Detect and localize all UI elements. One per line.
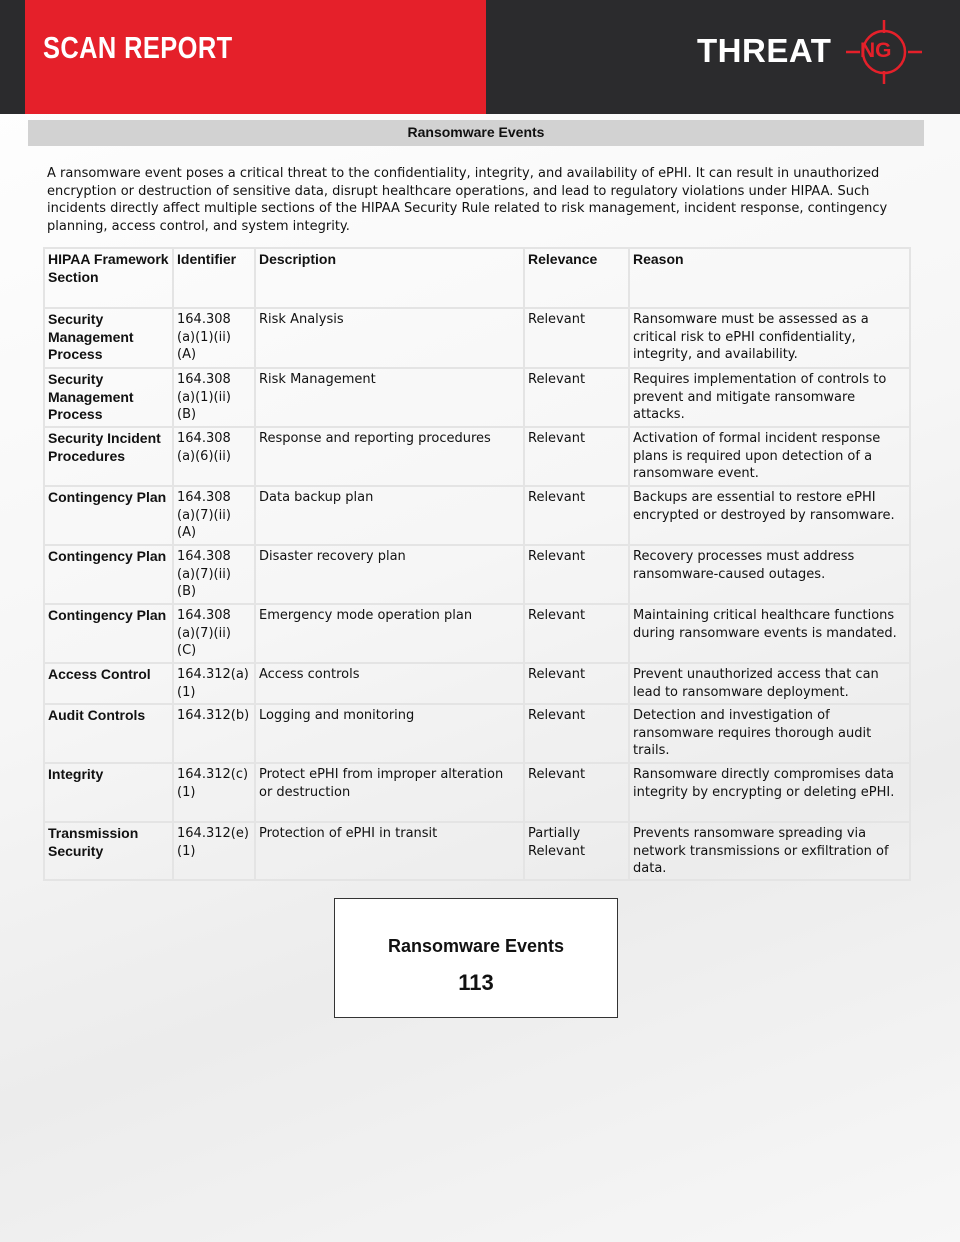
report-title: SCAN REPORT: [43, 30, 233, 65]
section-title: Ransomware Events: [28, 120, 924, 146]
relevance-cell: Partially Relevant: [524, 822, 629, 880]
section-cell: Transmission Security: [44, 822, 173, 880]
relevance-cell: Relevant: [524, 486, 629, 545]
description-cell: Access controls: [255, 663, 524, 704]
description-cell: Data backup plan: [255, 486, 524, 545]
description-cell: Protection of ePHI in transit: [255, 822, 524, 880]
identifier-cell: 164.308 (a)(7)(ii) (C): [173, 604, 255, 663]
threatng-logo: [697, 24, 937, 80]
summary-count: 113: [458, 970, 494, 995]
table-header-row: [44, 248, 910, 308]
section-intro: A ransomware event poses a critical threat to the confidentiality, integrity, and availability of ePHI. It can result in unauthorized encryption or destruction of sensitive data, disrupt healthcare operations, and lead to regulatory violations under HIPAA. Such incidents directly affect multiple sections of the HIPAA Security Rule related to risk management, incident response, contingency planning, access control, and system integrity.: [47, 166, 888, 234]
identifier-cell: 164.312(b): [173, 704, 255, 763]
table-row: [44, 308, 910, 368]
summary-label: Ransomware Events: [387, 936, 565, 956]
summary-box: [334, 898, 618, 1018]
relevance-cell: Relevant: [524, 368, 629, 427]
table-row: [44, 763, 910, 822]
column-header: Relevance: [524, 248, 629, 308]
table-row: [44, 704, 910, 763]
column-header: Description: [255, 248, 524, 308]
description-cell: Risk Management: [255, 368, 524, 427]
identifier-cell: 164.308 (a)(6)(ii): [173, 427, 255, 486]
identifier-cell: 164.308 (a)(1)(ii) (A): [173, 308, 255, 368]
reason-cell: Maintaining critical healthcare functions during ransomware events is mandated.: [629, 604, 910, 663]
section-cell: Contingency Plan: [44, 486, 173, 545]
column-header: Reason: [629, 248, 910, 308]
description-cell: Logging and monitoring: [255, 704, 524, 763]
table-row: [44, 663, 910, 704]
reason-cell: Ransomware must be assessed as a critical risk to ePHI confidentiality, integrity, and availability.: [629, 308, 910, 368]
identifier-cell: 164.312(e) (1): [173, 822, 255, 880]
reason-cell: Recovery processes must address ransomware-caused outages.: [629, 545, 910, 604]
reason-cell: Backups are essential to restore ePHI encrypted or destroyed by ransomware.: [629, 486, 910, 545]
reason-cell: Prevents ransomware spreading via network transmissions or exfiltration of data.: [629, 822, 910, 880]
section-cell: Access Control: [44, 663, 173, 704]
relevance-cell: Relevant: [524, 604, 629, 663]
table-row: [44, 545, 910, 604]
report-header: [0, 0, 960, 114]
identifier-cell: 164.308 (a)(7)(ii) (A): [173, 486, 255, 545]
section-cell: Audit Controls: [44, 704, 173, 763]
section-cell: Security Management Process: [44, 308, 173, 368]
relevance-cell: Relevant: [524, 763, 629, 822]
relevance-cell: Relevant: [524, 545, 629, 604]
section-cell: Contingency Plan: [44, 604, 173, 663]
section-cell: Security Incident Procedures: [44, 427, 173, 486]
identifier-cell: 164.312(c) (1): [173, 763, 255, 822]
description-cell: Emergency mode operation plan: [255, 604, 524, 663]
reason-cell: Activation of formal incident response plans is required upon detection of a ransomware event.: [629, 427, 910, 486]
section-cell: Contingency Plan: [44, 545, 173, 604]
description-cell: Response and reporting procedures: [255, 427, 524, 486]
reason-cell: Ransomware directly compromises data integrity by encrypting or deleting ePHI.: [629, 763, 910, 822]
identifier-cell: 164.308 (a)(7)(ii) (B): [173, 545, 255, 604]
column-header: Identifier: [173, 248, 255, 308]
identifier-cell: 164.312(a) (1): [173, 663, 255, 704]
relevance-cell: Relevant: [524, 427, 629, 486]
description-cell: Protect ePHI from improper alteration or destruction: [255, 763, 524, 822]
hipaa-table: [43, 247, 911, 881]
description-cell: Disaster recovery plan: [255, 545, 524, 604]
reason-cell: Prevent unauthorized access that can lead to ransomware deployment.: [629, 663, 910, 704]
section-cell: Security Management Process: [44, 368, 173, 427]
column-header: HIPAA Framework Section: [44, 248, 173, 308]
reason-cell: Requires implementation of controls to prevent and mitigate ransomware attacks.: [629, 368, 910, 427]
report-title-band: [25, 0, 486, 114]
table-row: [44, 822, 910, 880]
table-row: [44, 604, 910, 663]
logo-wordmark: THREAT: [697, 32, 832, 69]
section-cell: Integrity: [44, 763, 173, 822]
description-cell: Risk Analysis: [255, 308, 524, 368]
relevance-cell: Relevant: [524, 308, 629, 368]
reason-cell: Detection and investigation of ransomware requires thorough audit trails.: [629, 704, 910, 763]
table-row: [44, 368, 910, 427]
logo-suffix: NG: [860, 39, 892, 62]
relevance-cell: Relevant: [524, 663, 629, 704]
table-row: [44, 486, 910, 545]
relevance-cell: Relevant: [524, 704, 629, 763]
identifier-cell: 164.308 (a)(1)(ii) (B): [173, 368, 255, 427]
table-row: [44, 427, 910, 486]
